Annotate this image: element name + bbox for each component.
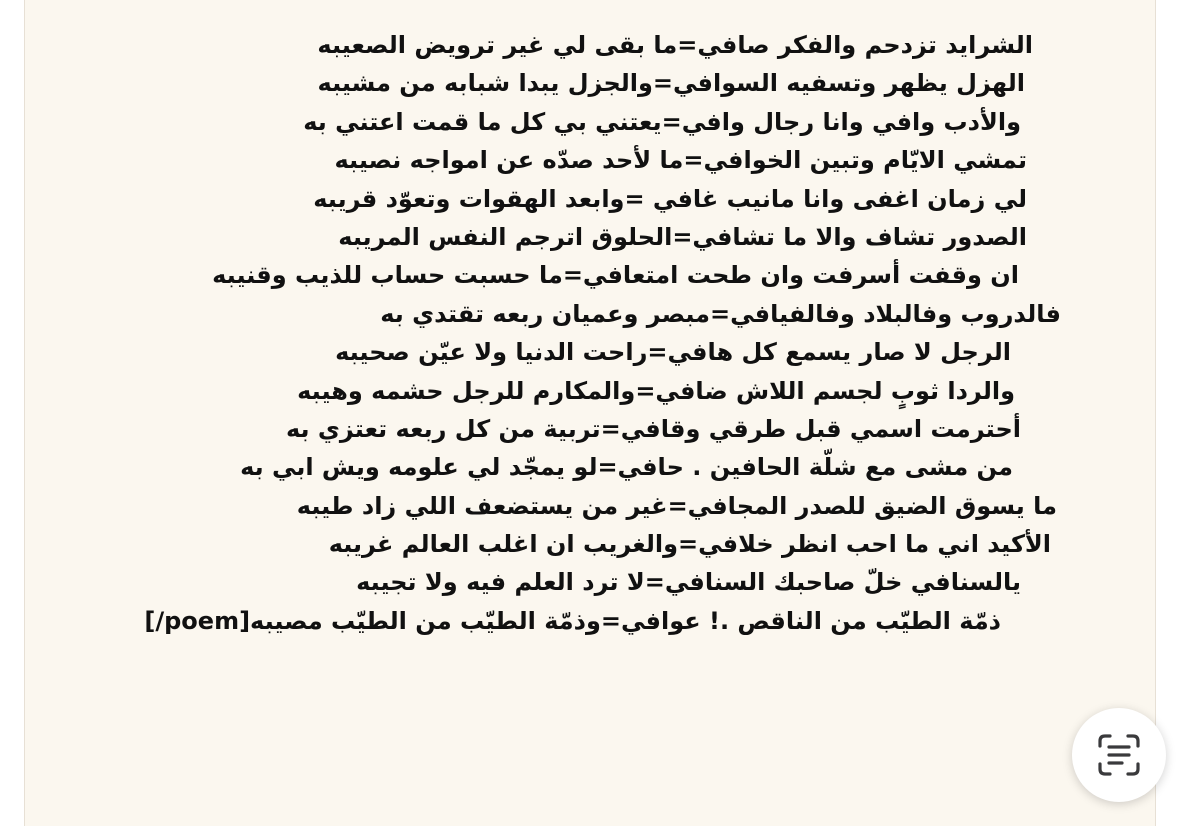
poem-line: ان وقفت أسرفت وان طحت امتعافي=ما حسبت حساب للذيب وقنيبه [212,261,1019,290]
poem-line: تمشي الايّام وتبين الخوافي=ما لأحد صدّه عن امواجه نصيبه [334,146,1027,175]
poem-line: الرجل لا صار يسمع كل هافي=راحت الدنيا ولا عيّن صحيبه [335,338,1011,367]
page-sheet [24,0,1156,826]
poem-line: الصدور تشاف والا ما تشافي=الحلوق اترجم النفس المريبه [338,222,1027,251]
poem-line: والأدب وافي وانا رجال وافي=يعتني بي كل ما قمت اعتني به [303,107,1021,136]
poem-line: ذمّة الطيّب من الناقص .! عوافي=وذمّة الطيّب من الطيّب مصيبه[poem/] [144,606,1001,635]
live-text-button[interactable] [1072,708,1166,802]
poem-line: ما يسوق الضيق للصدر المجافي=غير من يستضعف اللي زاد طيبه [296,491,1057,520]
poem-line: فالدروب وفالبلاد وفالفيافي=مبصر وعميان ربعه تقتدي به [380,299,1061,328]
poem-line: أحترمت اسمي قبل طرقي وقافي=تربية من كل ربعه تعتزي به [285,414,1021,443]
poem-line: والردا ثوبٍ لجسم اللاش ضافي=والمكارم للرجل حشمه وهيبه [297,376,1015,405]
poem-line: من مشى مع شلّة الحافين . حافي=لو يمجّد لي علومه ويش ابي به [240,453,1013,482]
poem-text [144,26,1085,766]
poem-line: الشرايد تزدحم والفكر صافي=ما بقى لي غير ترويض الصعيبه [317,31,1033,59]
poem-line: الهزل يظهر وتسفيه السوافي=والجزل يبدا شبابه من مشيبه [317,69,1025,98]
poem-line: الأكيد اني ما احب انظر خلافي=والغريب ان اغلب العالم غريبه [328,530,1051,559]
live-text-icon [1094,730,1144,780]
poem-line: لي زمان اغفى وانا مانيب غافي =وابعد الهقوات وتعوّد قريبه [313,184,1027,213]
poem-line: يالسنافي خلّ صاحبك السنافي=لا ترد العلم فيه ولا تجيبه [356,568,1021,597]
